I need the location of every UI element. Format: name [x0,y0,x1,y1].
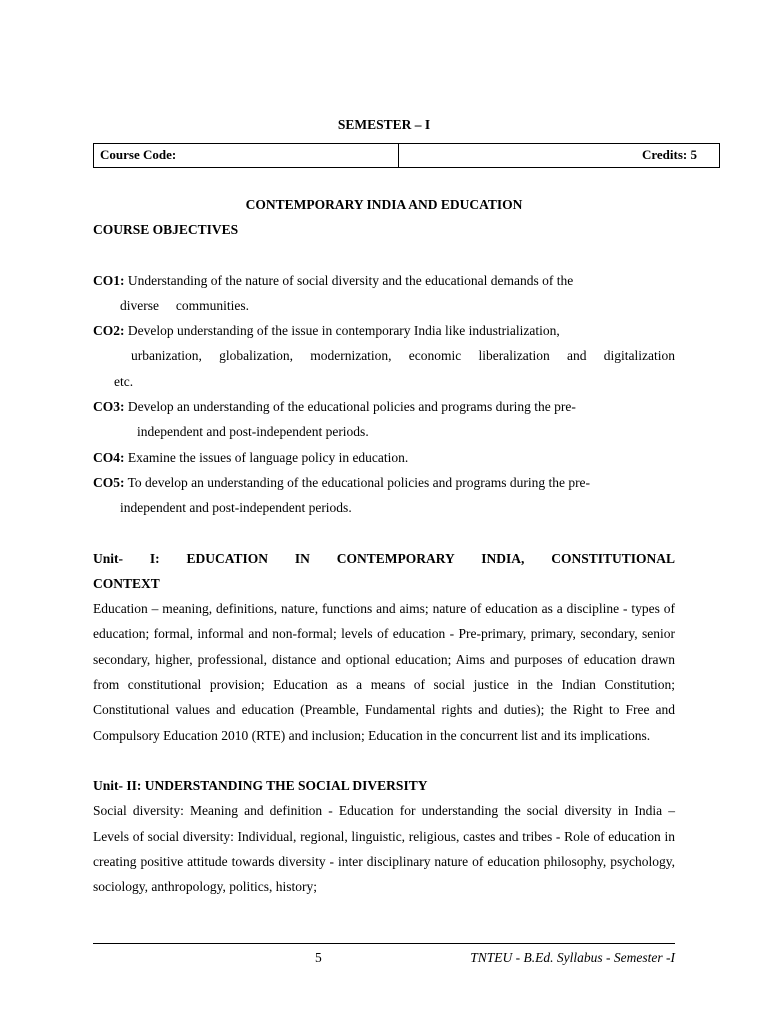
objective-text: Understanding of the nature of social diversity and the educational demands of the [124,272,574,288]
objective-text: independent and post-independent periods. [137,424,369,440]
footer-divider [93,943,675,944]
unit-2-section [93,773,675,899]
semester-heading: SEMESTER – I [337,117,431,132]
objective-text: Develop an understanding of the educational policies and programs during the pre- [124,399,576,415]
objectives-heading: COURSE OBJECTIVES [93,222,239,238]
objective-co1 [93,268,675,319]
objective-label: CO5: [93,474,125,490]
objective-text: diverse communities. [120,297,249,313]
document-body [93,192,675,899]
objective-co2 [93,318,675,394]
unit-1-body: Education – meaning, definitions, nature, functions and aims; nature of education as a discipline - types of education; formal, informal and non-formal; levels of education - Pre-primary, primary, secondary, senior secondary, higher, professional, distance and optional education; Aims and purposes of education drawn from constitutional provision; Education as a means of social justice in the Indian Constitution; Constitutional values and education (Preamble, Fundamental rights and duties); the Right to Free and Compulsory Education 2010 (RTE) and inclusion; Education in the concurrent list and its implications. [93,601,675,743]
objective-co5 [93,470,675,521]
objective-co4 [93,445,675,470]
credits-cell: Credits: 5 [641,147,697,162]
course-code-cell: Course Code: [94,144,399,167]
objective-label: CO3: [93,399,125,415]
unit-1-heading-cont: CONTEXT [93,575,160,591]
objective-text: Develop understanding of the issue in contemporary India like industrialization, [124,323,560,339]
objective-label: CO1: [93,272,125,288]
course-code-table [93,143,720,168]
course-title: CONTEMPORARY INDIA AND EDUCATION [245,197,523,212]
objective-text: etc. [114,373,134,389]
unit-1-section [93,546,675,748]
objective-text: urbanization, globalization, modernization, economic liberalization and digitalization [131,348,675,364]
unit-2-heading: Unit- II: UNDERSTANDING THE SOCIAL DIVERSITY [93,777,428,793]
objective-text: To develop an understanding of the educational policies and programs during the pre- [124,474,591,490]
unit-2-body: Social diversity: Meaning and definition - Education for understanding the social diversity in India – Levels of social diversity: Individual, regional, linguistic, religious, castes and tribes - Role of education in creating positive attitude towards diversity - inter disciplinary nature of education philosophy, psychology, sociology, anthropology, politics, history; [93,803,675,895]
objective-label: CO2: [93,323,125,339]
unit-1-heading: Unit- I: EDUCATION IN CONTEMPORARY INDIA, CONSTITUTIONAL [93,550,675,566]
objective-text: Examine the issues of language policy in education. [124,449,409,465]
page-number: 5 [315,950,322,965]
objective-label: CO4: [93,449,125,465]
objective-co3 [93,394,675,445]
objective-text: independent and post-independent periods. [120,500,352,516]
footer-text: TNTEU - B.Ed. Syllabus - Semester -I [470,950,675,965]
